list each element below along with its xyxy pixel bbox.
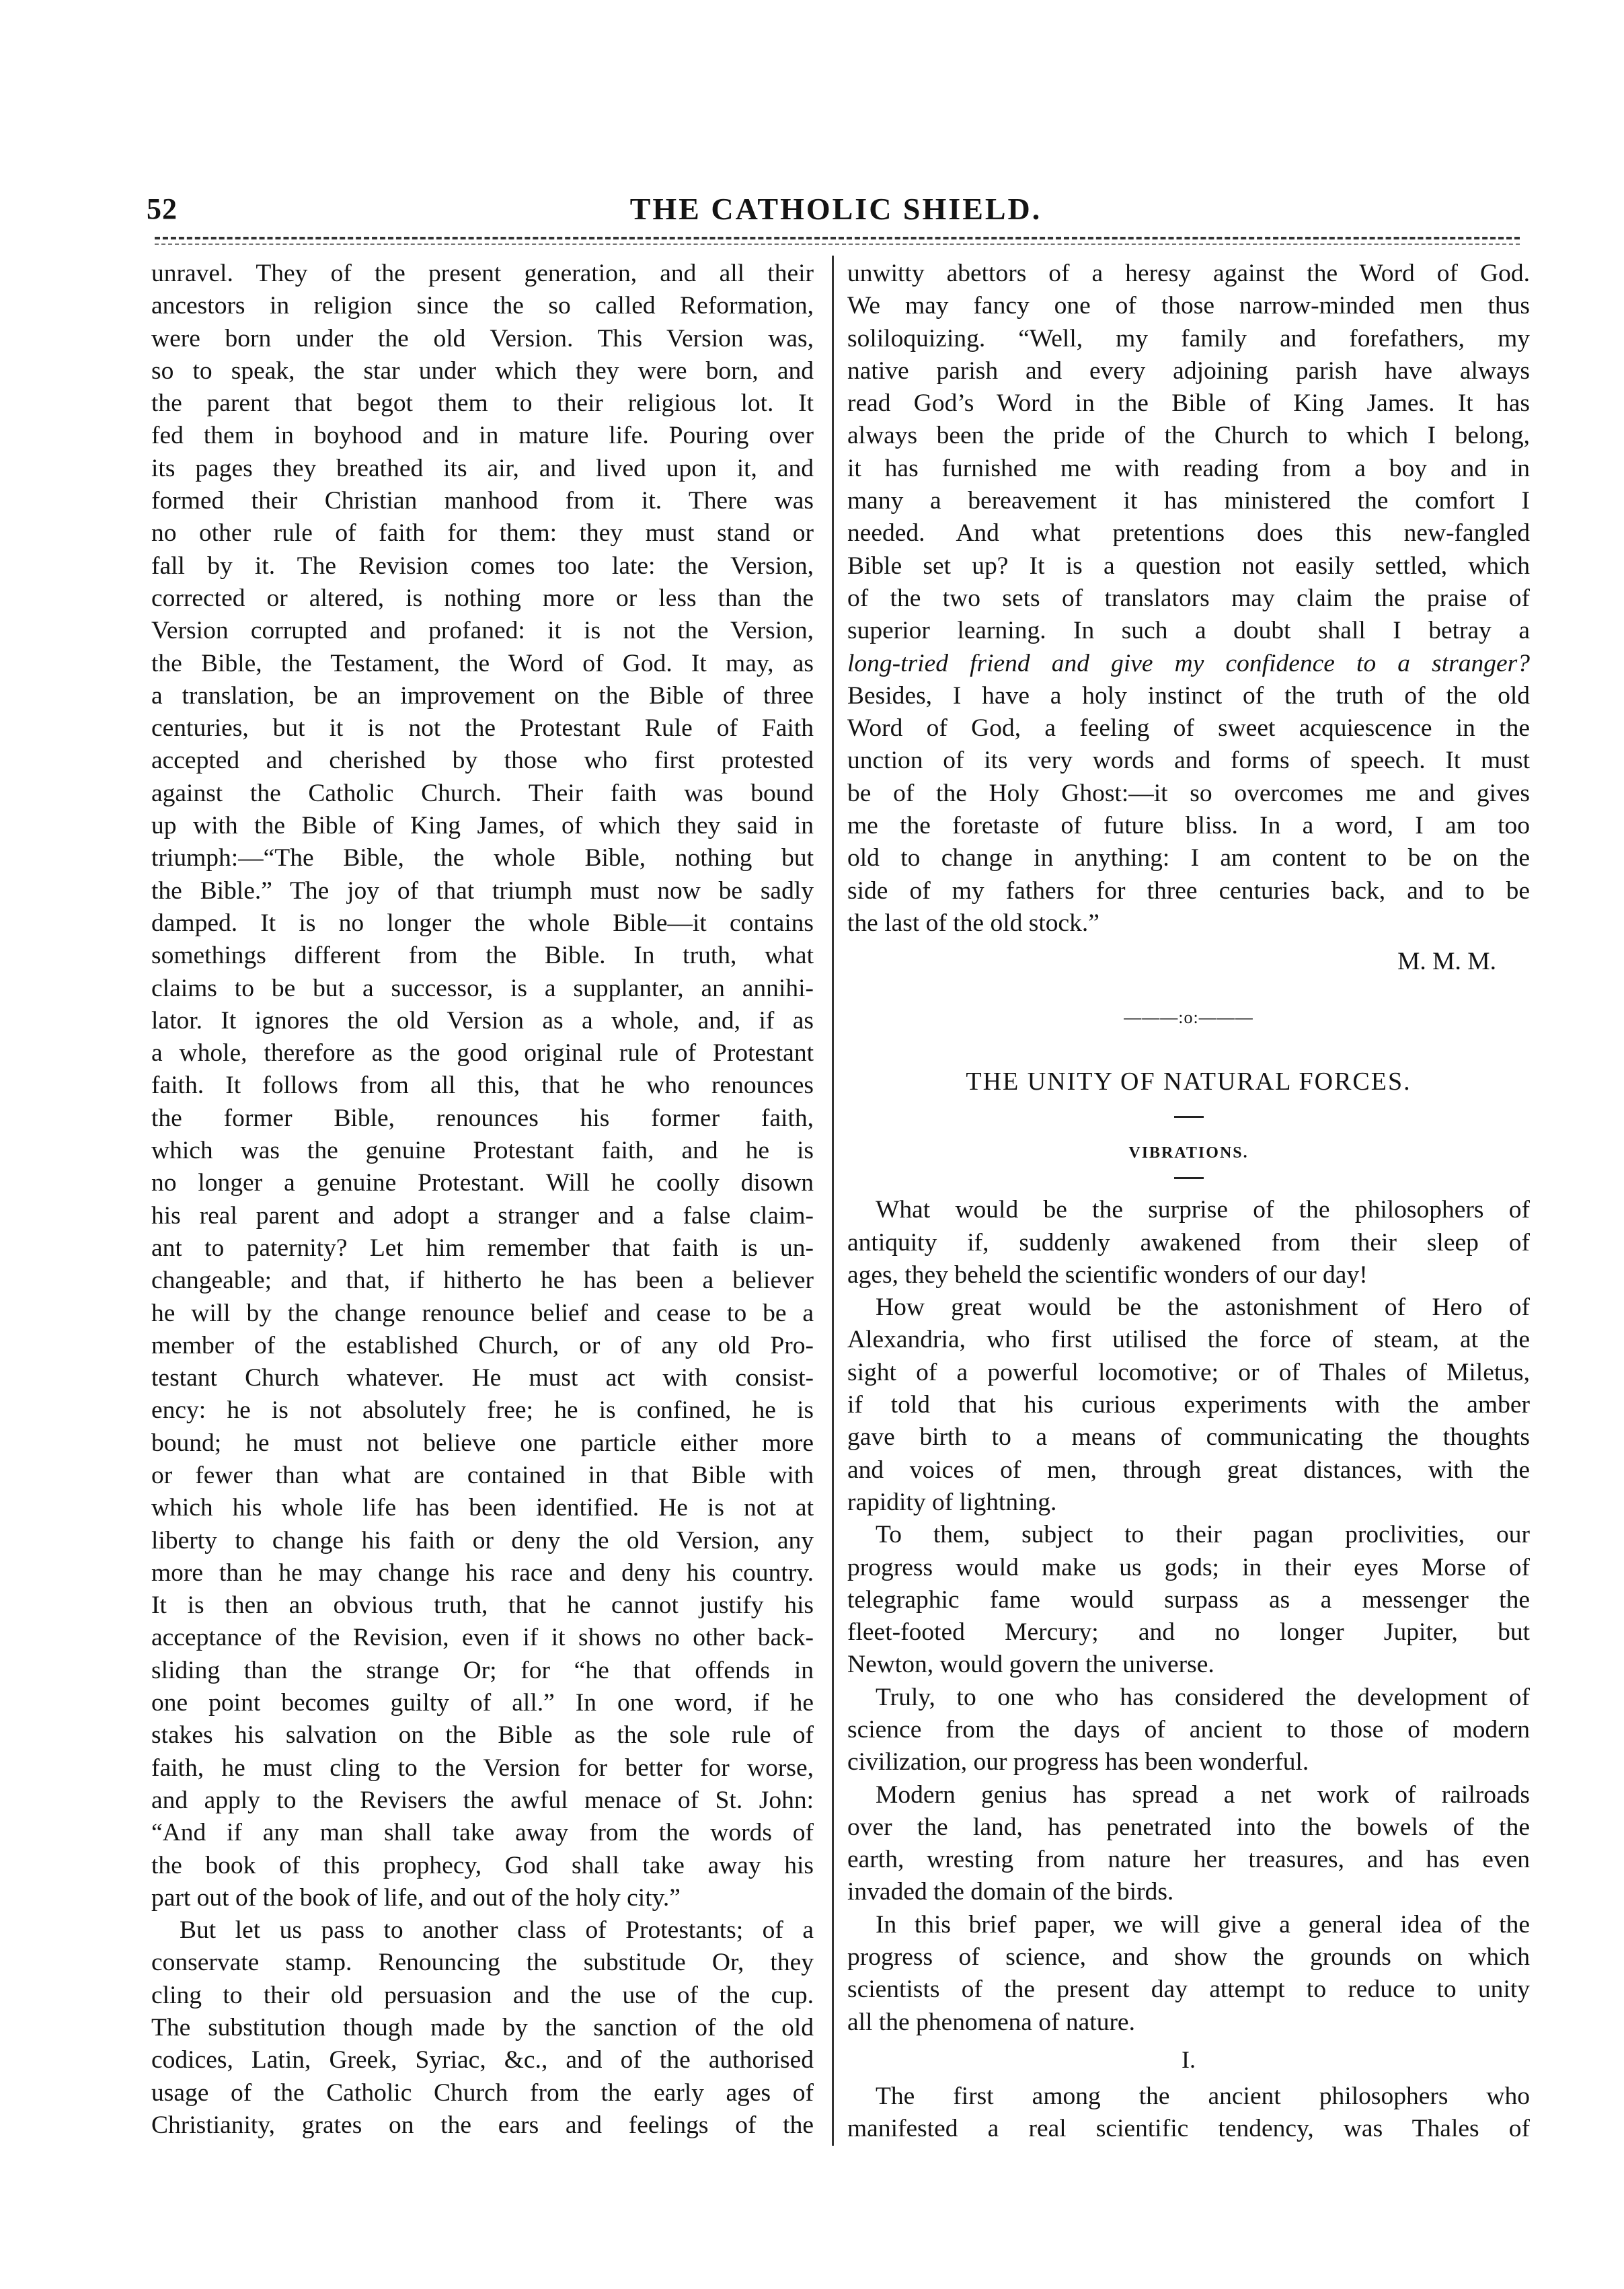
text-line: the parent that begot them to their religious lot. It bbox=[151, 389, 814, 418]
text-line: one point becomes guilty of all.” In one word, if he bbox=[151, 1689, 814, 1717]
text-line: the last of the old stock.” bbox=[847, 909, 1099, 937]
text-line: changeable; and that, if hitherto he has been a believer bbox=[151, 1267, 814, 1295]
short-rule bbox=[1174, 1116, 1204, 1118]
text-line: How great would be the astonishment of Hero of bbox=[876, 1293, 1530, 1322]
text-line: accepted and cherished by those who first protested bbox=[151, 747, 814, 775]
text-line: be of the Holy Ghost:—it so overcomes me and gives bbox=[847, 779, 1530, 807]
text-line: fall by it. The Revision comes too late: the Version, bbox=[151, 552, 814, 580]
text-line: long-tried friend and give my confidence to a stranger? bbox=[847, 649, 1530, 677]
text-line: Modern genius has spread a net work of railroads bbox=[876, 1780, 1530, 1809]
text-line: science from the days of ancient to those of modern bbox=[847, 1715, 1530, 1743]
text-line: a whole, therefore as the good original rule of Protestant bbox=[151, 1039, 814, 1067]
right-column bbox=[847, 258, 1530, 2146]
text-line: unwitty abettors of a heresy against the Word of God. bbox=[847, 260, 1530, 287]
text-line: over the land, has penetrated into the bowels of the bbox=[847, 1813, 1530, 1841]
author-signature: M. M. M. bbox=[1397, 948, 1496, 976]
text-line: which was the genuine Protestant faith, and he is bbox=[151, 1137, 814, 1165]
text-line: he will by the change renounce belief and cease to be a bbox=[151, 1299, 814, 1327]
text-line: superior learning. In such a doubt shall I betray a bbox=[847, 617, 1530, 645]
text-line: unction of its very words and forms of speech. It must bbox=[847, 747, 1530, 775]
text-line: acceptance of the Revision, even if it shows no other back- bbox=[151, 1624, 814, 1652]
text-line: gave birth to a means of communicating the thoughts bbox=[847, 1423, 1530, 1452]
text-line: native parish and every adjoining parish have always bbox=[847, 357, 1530, 385]
text-line: no longer a genuine Protestant. Will he coolly disown bbox=[151, 1169, 814, 1197]
text-line: it has furnished me with reading from a boy and in bbox=[847, 454, 1530, 482]
text-line: its pages they breathed its air, and lived upon it, and bbox=[151, 454, 814, 482]
text-line: so to speak, the star under which they were born, and bbox=[151, 357, 814, 385]
text-line: ency: he is not absolutely free; he is confined, he is bbox=[151, 1396, 814, 1425]
text-line: lator. It ignores the old Version as a whole, and, if as bbox=[151, 1006, 814, 1035]
text-line: side of my fathers for three centuries back, and to be bbox=[847, 876, 1530, 905]
text-line: Truly, to one who has considered the development of bbox=[876, 1683, 1530, 1711]
text-line: his real parent and adopt a stranger and a false claim- bbox=[151, 1201, 814, 1230]
text-line: many a bereavement it has ministered the comfort I bbox=[847, 487, 1530, 515]
text-line: bound; he must not believe one particle either more bbox=[151, 1429, 814, 1457]
text-line: Christianity, grates on the ears and feelings of the bbox=[151, 2111, 814, 2139]
text-line: ant to paternity? Let him remember that faith is un- bbox=[151, 1234, 814, 1262]
text-line: or fewer than what are contained in that Bible with bbox=[151, 1461, 814, 1489]
text-line: The substitution though made by the sanction of the old bbox=[151, 2014, 814, 2042]
text-line: cling to their old persuasion and the use of the cup. bbox=[151, 1981, 814, 2009]
text-line: testant Church whatever. He must act with consist- bbox=[151, 1364, 814, 1392]
page-number: 52 bbox=[147, 192, 178, 225]
text-line: a translation, be an improvement on the Bible of three bbox=[151, 681, 814, 710]
text-line: sight of a powerful locomotive; or of Thales of Miletus, bbox=[847, 1358, 1530, 1386]
text-line: ancestors in religion since the so called Reformation, bbox=[151, 292, 814, 320]
text-line: faith, he must cling to the Version for better for worse, bbox=[151, 1754, 814, 1782]
text-line: soliloquizing. “Well, my family and forefathers, my bbox=[847, 324, 1530, 352]
text-line: telegraphic fame would surpass as a messenger the bbox=[847, 1585, 1530, 1614]
text-line: Bible set up? It is a question not easily settled, which bbox=[847, 552, 1530, 580]
text-line: Besides, I have a holy instinct of the truth of the old bbox=[847, 681, 1530, 710]
text-line: against the Catholic Church. Their faith was bound bbox=[151, 779, 814, 807]
text-line: conservate stamp. Renouncing the substitude Or, they bbox=[151, 1949, 814, 1977]
text-line: codices, Latin, Greek, Syriac, &c., and of the authorised bbox=[151, 2046, 814, 2074]
header-rule bbox=[155, 237, 1520, 239]
text-line: antiquity if, suddenly awakened from their sleep of bbox=[847, 1228, 1530, 1256]
header-rule-secondary bbox=[155, 243, 1520, 245]
section-numeral: I. bbox=[1182, 2046, 1196, 2073]
text-line: unravel. They of the present generation, and all their bbox=[151, 260, 814, 287]
text-line: old to change in anything: I am content to be on the bbox=[847, 844, 1530, 872]
text-line: earth, wresting from nature her treasures, and has even bbox=[847, 1846, 1530, 1874]
text-line: Word of God, a feeling of sweet acquiescence in the bbox=[847, 714, 1530, 743]
section-separator: ———:o:——— bbox=[1124, 1008, 1253, 1028]
text-line: To them, subject to their pagan proclivities, our bbox=[876, 1521, 1530, 1549]
journal-title: THE CATHOLIC SHIELD. bbox=[629, 192, 1042, 226]
text-line: manifested a real scientific tendency, was Thales of bbox=[847, 2115, 1530, 2143]
article-title: THE UNITY OF NATURAL FORCES. bbox=[966, 1067, 1412, 1096]
text-line: fed them in boyhood and in mature life. Pouring over bbox=[151, 422, 814, 450]
text-line: of the two sets of translators may claim the praise of bbox=[847, 584, 1530, 612]
text-line: part out of the book of life, and out of the holy city.” bbox=[151, 1883, 681, 1912]
text-line: and voices of men, through great distances, with the bbox=[847, 1456, 1530, 1484]
text-line: the former Bible, renounces his former faith, bbox=[151, 1104, 814, 1132]
text-line: corrected or altered, is nothing more or less than the bbox=[151, 584, 814, 612]
text-line: the book of this prophecy, God shall take away his bbox=[151, 1851, 814, 1879]
text-line: progress of science, and show the grounds on which bbox=[847, 1943, 1530, 1972]
short-rule bbox=[1174, 1177, 1204, 1179]
text-line: Version corrupted and profaned: it is not the Version, bbox=[151, 617, 814, 645]
text-line: It is then an obvious truth, that he cannot justify his bbox=[151, 1591, 814, 1620]
text-line: all the phenomena of nature. bbox=[847, 2008, 1135, 2036]
text-line: formed their Christian manhood from it. There was bbox=[151, 487, 814, 515]
text-line: “And if any man shall take away from the words of bbox=[151, 1819, 814, 1847]
text-line: were born under the old Version. This Version was, bbox=[151, 324, 814, 352]
text-line: sliding than the strange Or; for “he that offends in bbox=[151, 1656, 814, 1684]
text-line: stakes his salvation on the Bible as the sole rule of bbox=[151, 1721, 814, 1750]
text-line: up with the Bible of King James, of which they said in bbox=[151, 812, 814, 840]
text-line: somethings different from the Bible. In truth, what bbox=[151, 942, 814, 970]
text-line: member of the established Church, or of any old Pro- bbox=[151, 1331, 814, 1359]
text-line: ages, they beheld the scientific wonders of our day! bbox=[847, 1261, 1368, 1289]
text-line: Alexandria, who first utilised the force of steam, at the bbox=[847, 1326, 1530, 1354]
text-line: no other rule of faith for them: they must stand or bbox=[151, 519, 814, 548]
text-line: fleet-footed Mercury; and no longer Jupiter, but bbox=[847, 1618, 1530, 1647]
text-line: usage of the Catholic Church from the early ages of bbox=[151, 2078, 814, 2107]
text-line: me the foretaste of future bliss. In a word, I am too bbox=[847, 812, 1530, 840]
text-line: and apply to the Revisers the awful menace of St. John: bbox=[151, 1786, 814, 1814]
text-line: triumph:—“The Bible, the whole Bible, nothing but bbox=[151, 844, 814, 872]
text-line: centuries, but it is not the Protestant Rule of Faith bbox=[151, 714, 814, 743]
text-line: progress would make us gods; in their eyes Morse of bbox=[847, 1553, 1530, 1581]
text-line: faith. It follows from all this, that he who renounces bbox=[151, 1072, 814, 1100]
text-line: But let us pass to another class of Protestants; of a bbox=[180, 1916, 814, 1945]
text-line: What would be the surprise of the philosophers of bbox=[876, 1196, 1530, 1224]
text-line: civilization, our progress has been wonderful. bbox=[847, 1748, 1309, 1776]
left-column bbox=[151, 258, 814, 2142]
text-line: damped. It is no longer the whole Bible—it contains bbox=[151, 909, 814, 937]
text-line: if told that his curious experiments with the amber bbox=[847, 1391, 1530, 1419]
text-line: which his whole life has been identified. He is not at bbox=[151, 1494, 814, 1522]
text-line: We may fancy one of those narrow-minded men thus bbox=[847, 292, 1530, 320]
text-line: claims to be but a successor, is a supplanter, an annihi- bbox=[151, 974, 814, 1002]
text-line: the Bible.” The joy of that triumph must now be sadly bbox=[151, 876, 814, 905]
text-line: the Bible, the Testament, the Word of God. It may, as bbox=[151, 649, 814, 677]
text-line: liberty to change his faith or deny the old Version, any bbox=[151, 1526, 814, 1554]
text-line: read God’s Word in the Bible of King James. It has bbox=[847, 389, 1530, 418]
text-line: Newton, would govern the universe. bbox=[847, 1651, 1214, 1679]
text-line: rapidity of lightning. bbox=[847, 1488, 1057, 1516]
text-line: always been the pride of the Church to which I belong, bbox=[847, 422, 1530, 450]
page-header bbox=[147, 186, 1525, 233]
text-line: scientists of the present day attempt to reduce to unity bbox=[847, 1976, 1530, 2004]
text-line: The first among the ancient philosophers who bbox=[876, 2082, 1530, 2110]
column-divider bbox=[832, 256, 834, 2146]
text-line: invaded the domain of the birds. bbox=[847, 1878, 1174, 1906]
text-line: In this brief paper, we will give a general idea of the bbox=[876, 1910, 1530, 1939]
subsection-heading: VIBRATIONS. bbox=[1128, 1144, 1249, 1162]
text-line: needed. And what pretentions does this new-fangled bbox=[847, 519, 1530, 548]
text-line: more than he may change his race and deny his country. bbox=[151, 1559, 814, 1587]
